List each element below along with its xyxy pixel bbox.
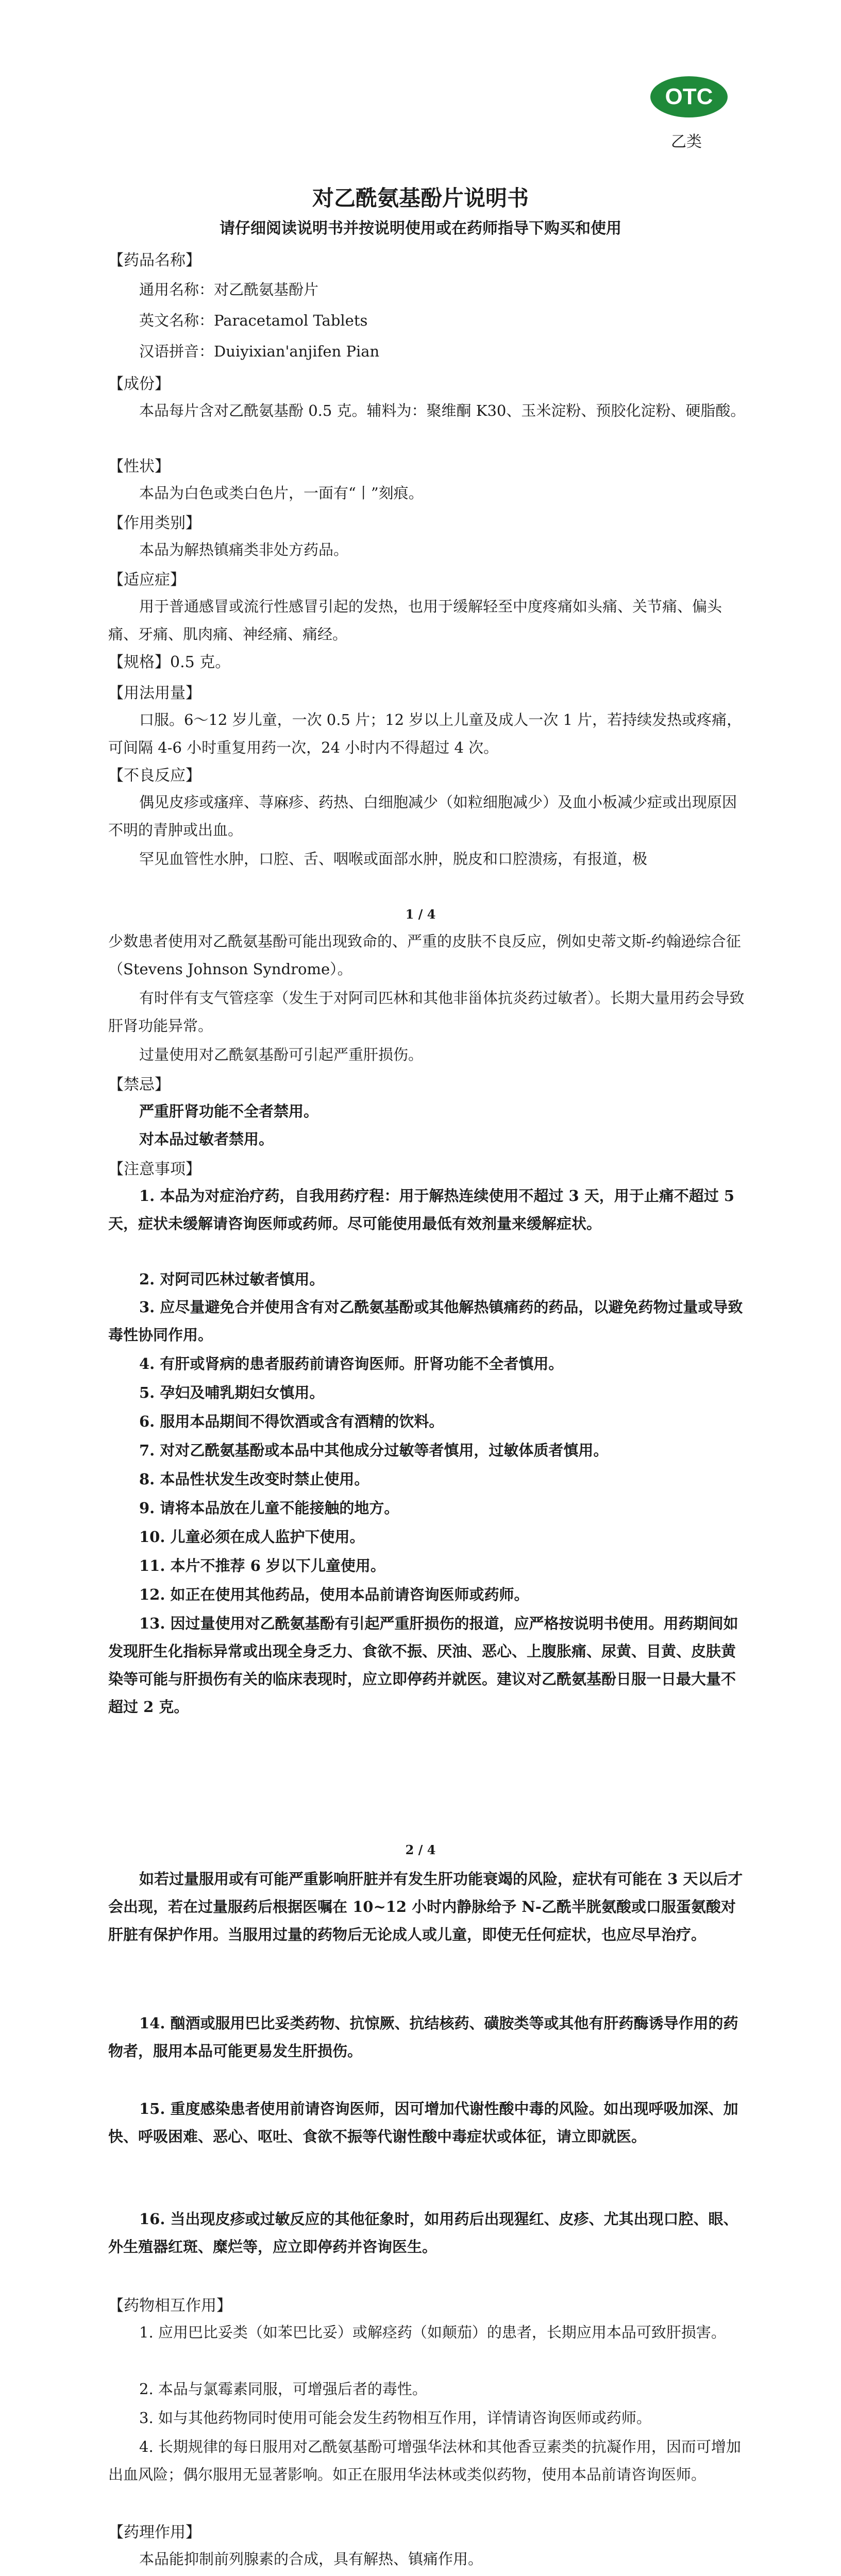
interaction-item: 4. 长期规律的每日服用对乙酰氨基酚可增强华法林和其他香豆素类的抗凝作用，因而可增加出血风险；偶尔服用无显著影响。如正在服用华法林或类似药物，使用本品前请咨询医师。 — [108, 2438, 741, 2483]
section-heading-pharmacology: 【药理作用】 — [108, 2523, 201, 2541]
overdose-warning: 如若过量服用或有可能严重影响肝脏并有发生肝功能衰竭的风险，症状有可能在 3 天以后才会出现，若在过量服药后根据医嘱在 10~12 小时内静脉给予 N-乙酰半胱氨酸或口服蛋氨酸对肝脏有保护作用。当服用过量的药物后无论成人或儿童，即使无任何症状，也应尽早治疗。 — [108, 1870, 743, 1943]
adverse-text-5: 过量使用对乙酰氨基酚可引起严重肝损伤。 — [139, 1046, 424, 1063]
precaution-item: 14. 酗酒或服用巴比妥类药物、抗惊厥、抗结核药、磺胺类等或其他有肝药酶诱导作用的药物者，服用本品可能更易发生肝损伤。 — [108, 2014, 738, 2060]
precaution-item: 16. 当出现皮疹或过敏反应的其他征象时，如用药后出现猩红、皮疹、尤其出现口腔、眼、外生殖器红斑、糜烂等，应立即停药并咨询医生。 — [108, 2210, 738, 2256]
section-heading-category: 【作用类别】 — [108, 514, 201, 532]
interaction-item: 3. 如与其他药物同时使用可能会发生药物相互作用，详情请咨询医师或药师。 — [139, 2409, 651, 2427]
page-number: 1 / 4 — [405, 907, 436, 922]
indications-text: 用于普通感冒或流行性感冒引起的发热，也用于缓解轻至中度疼痛如头痛、关节痛、偏头痛、牙痛、肌肉痛、神经痛、痛经。 — [108, 598, 722, 643]
otc-badge: OTC — [650, 76, 728, 117]
section-heading-contra: 【禁忌】 — [108, 1076, 170, 1094]
document-subtitle: 请仔细阅读说明书并按说明使用或在药师指导下购买和使用 — [220, 219, 621, 238]
pharmacology-text: 本品能抑制前列腺素的合成，具有解热、镇痛作用。 — [139, 2550, 483, 2568]
generic-name: 通用名称：对乙酰氨基酚片 — [139, 281, 319, 298]
precaution-item: 1. 本品为对症治疗药，自我用药疗程：用于解热连续使用不超过 3 天，用于止痛不超过 5 天，症状未缓解请咨询医师或药师。尽可能使用最低有效剂量来缓解症状。 — [108, 1187, 735, 1232]
section-heading-usage: 【用法用量】 — [108, 684, 201, 702]
precaution-item: 10. 儿童必须在成人监护下使用。 — [139, 1528, 365, 1546]
spec-text: 【规格】0.5 克。 — [108, 653, 231, 671]
adverse-text-4: 有时伴有支气管痉挛（发生于对阿司匹林和其他非甾体抗炎药过敏者）。长期大量用药会导致肝肾功能异常。 — [108, 989, 745, 1035]
contra-text-2: 对本品过敏者禁用。 — [139, 1130, 274, 1148]
precaution-item: 2. 对阿司匹林过敏者慎用。 — [139, 1270, 325, 1288]
adverse-text-3: 少数患者使用对乙酰氨基酚可能出现致命的、严重的皮肤不良反应，例如史蒂文斯-约翰逊综合征（Stevens Johnson Syndrome）。 — [108, 933, 741, 978]
english-name: 英文名称：Paracetamol Tablets — [139, 312, 368, 329]
document-title: 对乙酰氨基酚片说明书 — [312, 185, 529, 211]
section-heading-name: 【药品名称】 — [108, 251, 201, 269]
interaction-item: 1. 应用巴比妥类（如苯巴比妥）或解痉药（如颠茄）的患者，长期应用本品可致肝损害。 — [139, 2324, 726, 2341]
properties-text: 本品为白色或类白色片，一面有“丨”刻痕。 — [139, 484, 424, 502]
section-heading-composition: 【成份】 — [108, 375, 170, 393]
pinyin-name: 汉语拼音：Duiyixian'anjifen Pian — [139, 343, 380, 360]
precaution-item: 3. 应尽量避免合并使用含有对乙酰氨基酚或其他解热镇痛药的药品，以避免药物过量或导致毒性协同作用。 — [108, 1298, 743, 1344]
adverse-text-2: 罕见血管性水肿，口腔、舌、咽喉或面部水肿，脱皮和口腔溃疡，有报道，极 — [139, 850, 648, 868]
precaution-item: 5. 孕妇及哺乳期妇女慎用。 — [139, 1384, 325, 1401]
section-heading-interactions: 【药物相互作用】 — [108, 2297, 232, 2315]
section-heading-adverse: 【不良反应】 — [108, 767, 201, 785]
contra-text-1: 严重肝肾功能不全者禁用。 — [139, 1103, 319, 1120]
precaution-item: 8. 本品性状发生改变时禁止使用。 — [139, 1470, 369, 1488]
precaution-item: 9. 请将本品放在儿童不能接触的地方。 — [139, 1499, 399, 1517]
adverse-text-1: 偶见皮疹或瘙痒、荨麻疹、药热、白细胞减少（如粒细胞减少）及血小板减少症或出现原因不明的青肿或出血。 — [108, 793, 737, 839]
precaution-item: 12. 如正在使用其他药品，使用本品前请咨询医师或药师。 — [139, 1586, 529, 1603]
precaution-item: 15. 重度感染患者使用前请咨询医师，因可增加代谢性酸中毒的风险。如出现呼吸加深、加快、呼吸困难、恶心、呕吐、食欲不振等代谢性酸中毒症状或体征，请立即就医。 — [108, 2100, 738, 2145]
page-number: 2 / 4 — [405, 1842, 436, 1857]
section-heading-precautions: 【注意事项】 — [108, 1160, 201, 1178]
interaction-item: 2. 本品与氯霉素同服，可增强后者的毒性。 — [139, 2380, 427, 2398]
precaution-item: 6. 服用本品期间不得饮酒或含有酒精的饮料。 — [139, 1413, 444, 1430]
category-text: 本品为解热镇痛类非处方药品。 — [139, 541, 349, 558]
section-heading-indications: 【适应症】 — [108, 571, 186, 589]
section-heading-properties: 【性状】 — [108, 457, 170, 476]
precaution-item: 11. 本片不推荐 6 岁以下儿童使用。 — [139, 1557, 385, 1574]
composition-text: 本品每片含对乙酰氨基酚 0.5 克。辅料为：聚维酮 K30、玉米淀粉、预胶化淀粉、硬脂酸。 — [139, 402, 746, 419]
otc-class-label: 乙类 — [671, 133, 702, 151]
precaution-item: 4. 有肝或肾病的患者服药前请咨询医师。肝肾功能不全者慎用。 — [139, 1355, 564, 1372]
usage-text: 口服。6～12 岁儿童，一次 0.5 片；12 岁以上儿童及成人一次 1 片，若持续发热或疼痛，可间隔 4-6 小时重复用药一次，24 小时内不得超过 4 次。 — [108, 711, 742, 756]
precaution-item: 13. 因过量使用对乙酰氨基酚有引起严重肝损伤的报道，应严格按说明书使用。用药期间如发现肝生化指标异常或出现全身乏力、食欲不振、厌油、恶心、上腹胀痛、尿黄、目黄、皮肤黄染等可能与肝损伤有关的临床表现时，应立即停药并就医。建议对乙酰氨基酚日服一日最大量不超过 2 克。 — [108, 1615, 738, 1716]
precaution-item: 7. 对对乙酰氨基酚或本品中其他成分过敏等者慎用，过敏体质者慎用。 — [139, 1442, 609, 1459]
